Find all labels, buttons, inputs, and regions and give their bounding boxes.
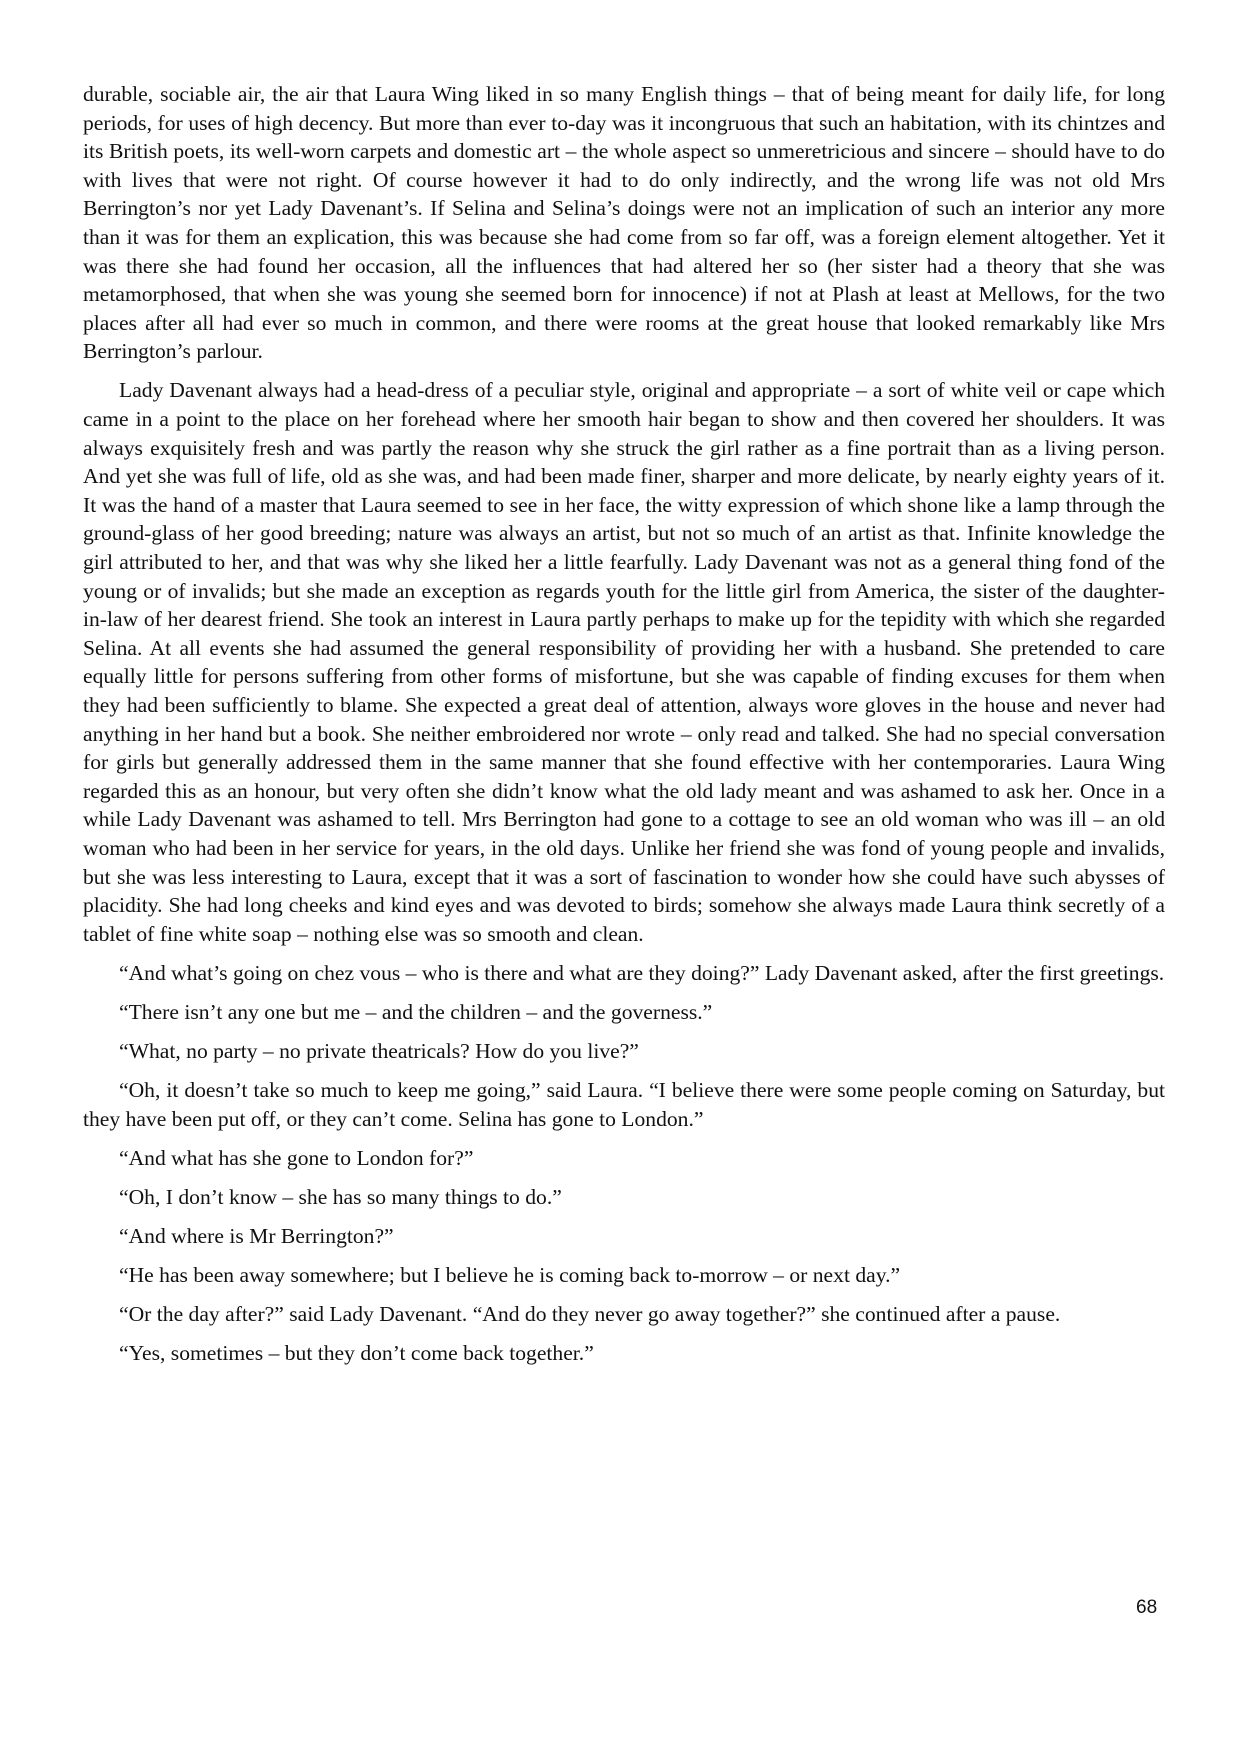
dialogue-line: “Yes, sometimes – but they don’t come back together.” — [119, 1341, 594, 1366]
dialogue-line: “And where is Mr Berrington?” — [119, 1223, 394, 1248]
dialogue-line: “Oh, it doesn’t take so much to keep me going,” said Laura. “I believe there were some people coming on Saturday, but they have been put off, or they can’t come. Selina has gone to London.” — [83, 1078, 1165, 1131]
dialogue-line: “There isn’t any one but me – and the children – and the governess.” — [119, 999, 713, 1024]
paragraph-continuation: durable, sociable air, the air that Laura Wing liked in so many English things – that of being meant for daily life, for long periods, for uses of high decency. But more than ever to-day was it incongruous that such an habitation, with its chintzes and its British poets, its well-worn carpets and domestic art – the whole aspect so unmeretricious and sincere – should have to do with lives that were not right. Of course however it had to do only indirectly, and the wrong life was not old Mrs Berrington’s nor yet Lady Davenant’s. If Selina and Selina’s doings were not an implication of such an interior any more than it was for them an explication, this was because she had come from so far off, was a foreign element altogether. Yet it was there she had found her occasion, all the influences that had altered her so (her sister had a theory that she was metamorphosed, that when she was young she seemed born for innocence) if not at Plash at least at Mellows, for the two places after all had ever so much in common, and there were rooms at the great house that looked remarkably like Mrs Berrington’s parlour. — [83, 82, 1165, 364]
dialogue-line: “And what’s going on chez vous – who is there and what are they doing?” Lady Davenant asked, after the first greetings. — [119, 960, 1165, 985]
paragraph-lady-davenant-description: Lady Davenant always had a head-dress of a peculiar style, original and appropriate – a sort of white veil or cape which came in a point to the place on her forehead where her smooth hair began to show and then covered her shoulders. It was always exquisitely fresh and was partly the reason why she struck the girl rather as a fine portrait than as a living person. And yet she was full of life, old as she was, and had been made finer, sharper and more delicate, by nearly eighty years of it. It was the hand of a master that Laura seemed to see in her face, the witty expression of which shone like a lamp through the ground-glass of her good breeding; nature was always an artist, but not so much of an artist as that. Infinite knowledge the girl attributed to her, and that was why she liked her a little fearfully. Lady Davenant was not as a general thing fond of the young or of invalids; but she made an exception as regards youth for the little girl from America, the sister of the daughter-in-law of her dearest friend. She took an interest in Laura partly perhaps to make up for the tepidity with which she regarded Selina. At all events she had assumed the general responsibility of providing her with a husband. She pretended to care equally little for persons suffering from other forms of misfortune, but she was capable of finding excuses for them when they had been sufficiently to blame. She expected a great deal of attention, always wore gloves in the house and never had anything in her hand but a book. She neither embroidered nor wrote – only read and talked. She had no special conversation for girls but generally addressed them in the same manner that she found effective with her contemporaries. Laura Wing regarded this as an honour, but very often she didn’t know what the old lady meant and was ashamed to ask her. Once in a while Lady Davenant was ashamed to tell. Mrs Berrington had gone to a cottage to see an old woman who was ill – an old woman who had been in her service for years, in the old days. Unlike her friend she was fond of young people and invalids, but she was less interesting to Laura, except that it was a sort of fascination to wonder how she could have such abysses of placidity. She had long cheeks and kind eyes and was devoted to birds; somehow she always made Laura think secretly of a tablet of fine white soap – nothing else was so smooth and clean. — [83, 378, 1165, 946]
dialogue-line: “He has been away somewhere; but I believe he is coming back to-morrow – or next day.” — [119, 1263, 901, 1288]
dialogue-line: “What, no party – no private theatricals? How do you live?” — [119, 1039, 639, 1063]
dialogue-line: “Oh, I don’t know – she has so many things to do.” — [119, 1184, 562, 1209]
page-body — [83, 80, 1165, 1680]
dialogue-line: “And what has she gone to London for?” — [119, 1145, 474, 1170]
body-text — [83, 80, 1165, 1368]
page-number: 68 — [1136, 1597, 1158, 1618]
dialogue-line: “Or the day after?” said Lady Davenant. “And do they never go away together?” she continued after a pause. — [119, 1302, 1061, 1327]
